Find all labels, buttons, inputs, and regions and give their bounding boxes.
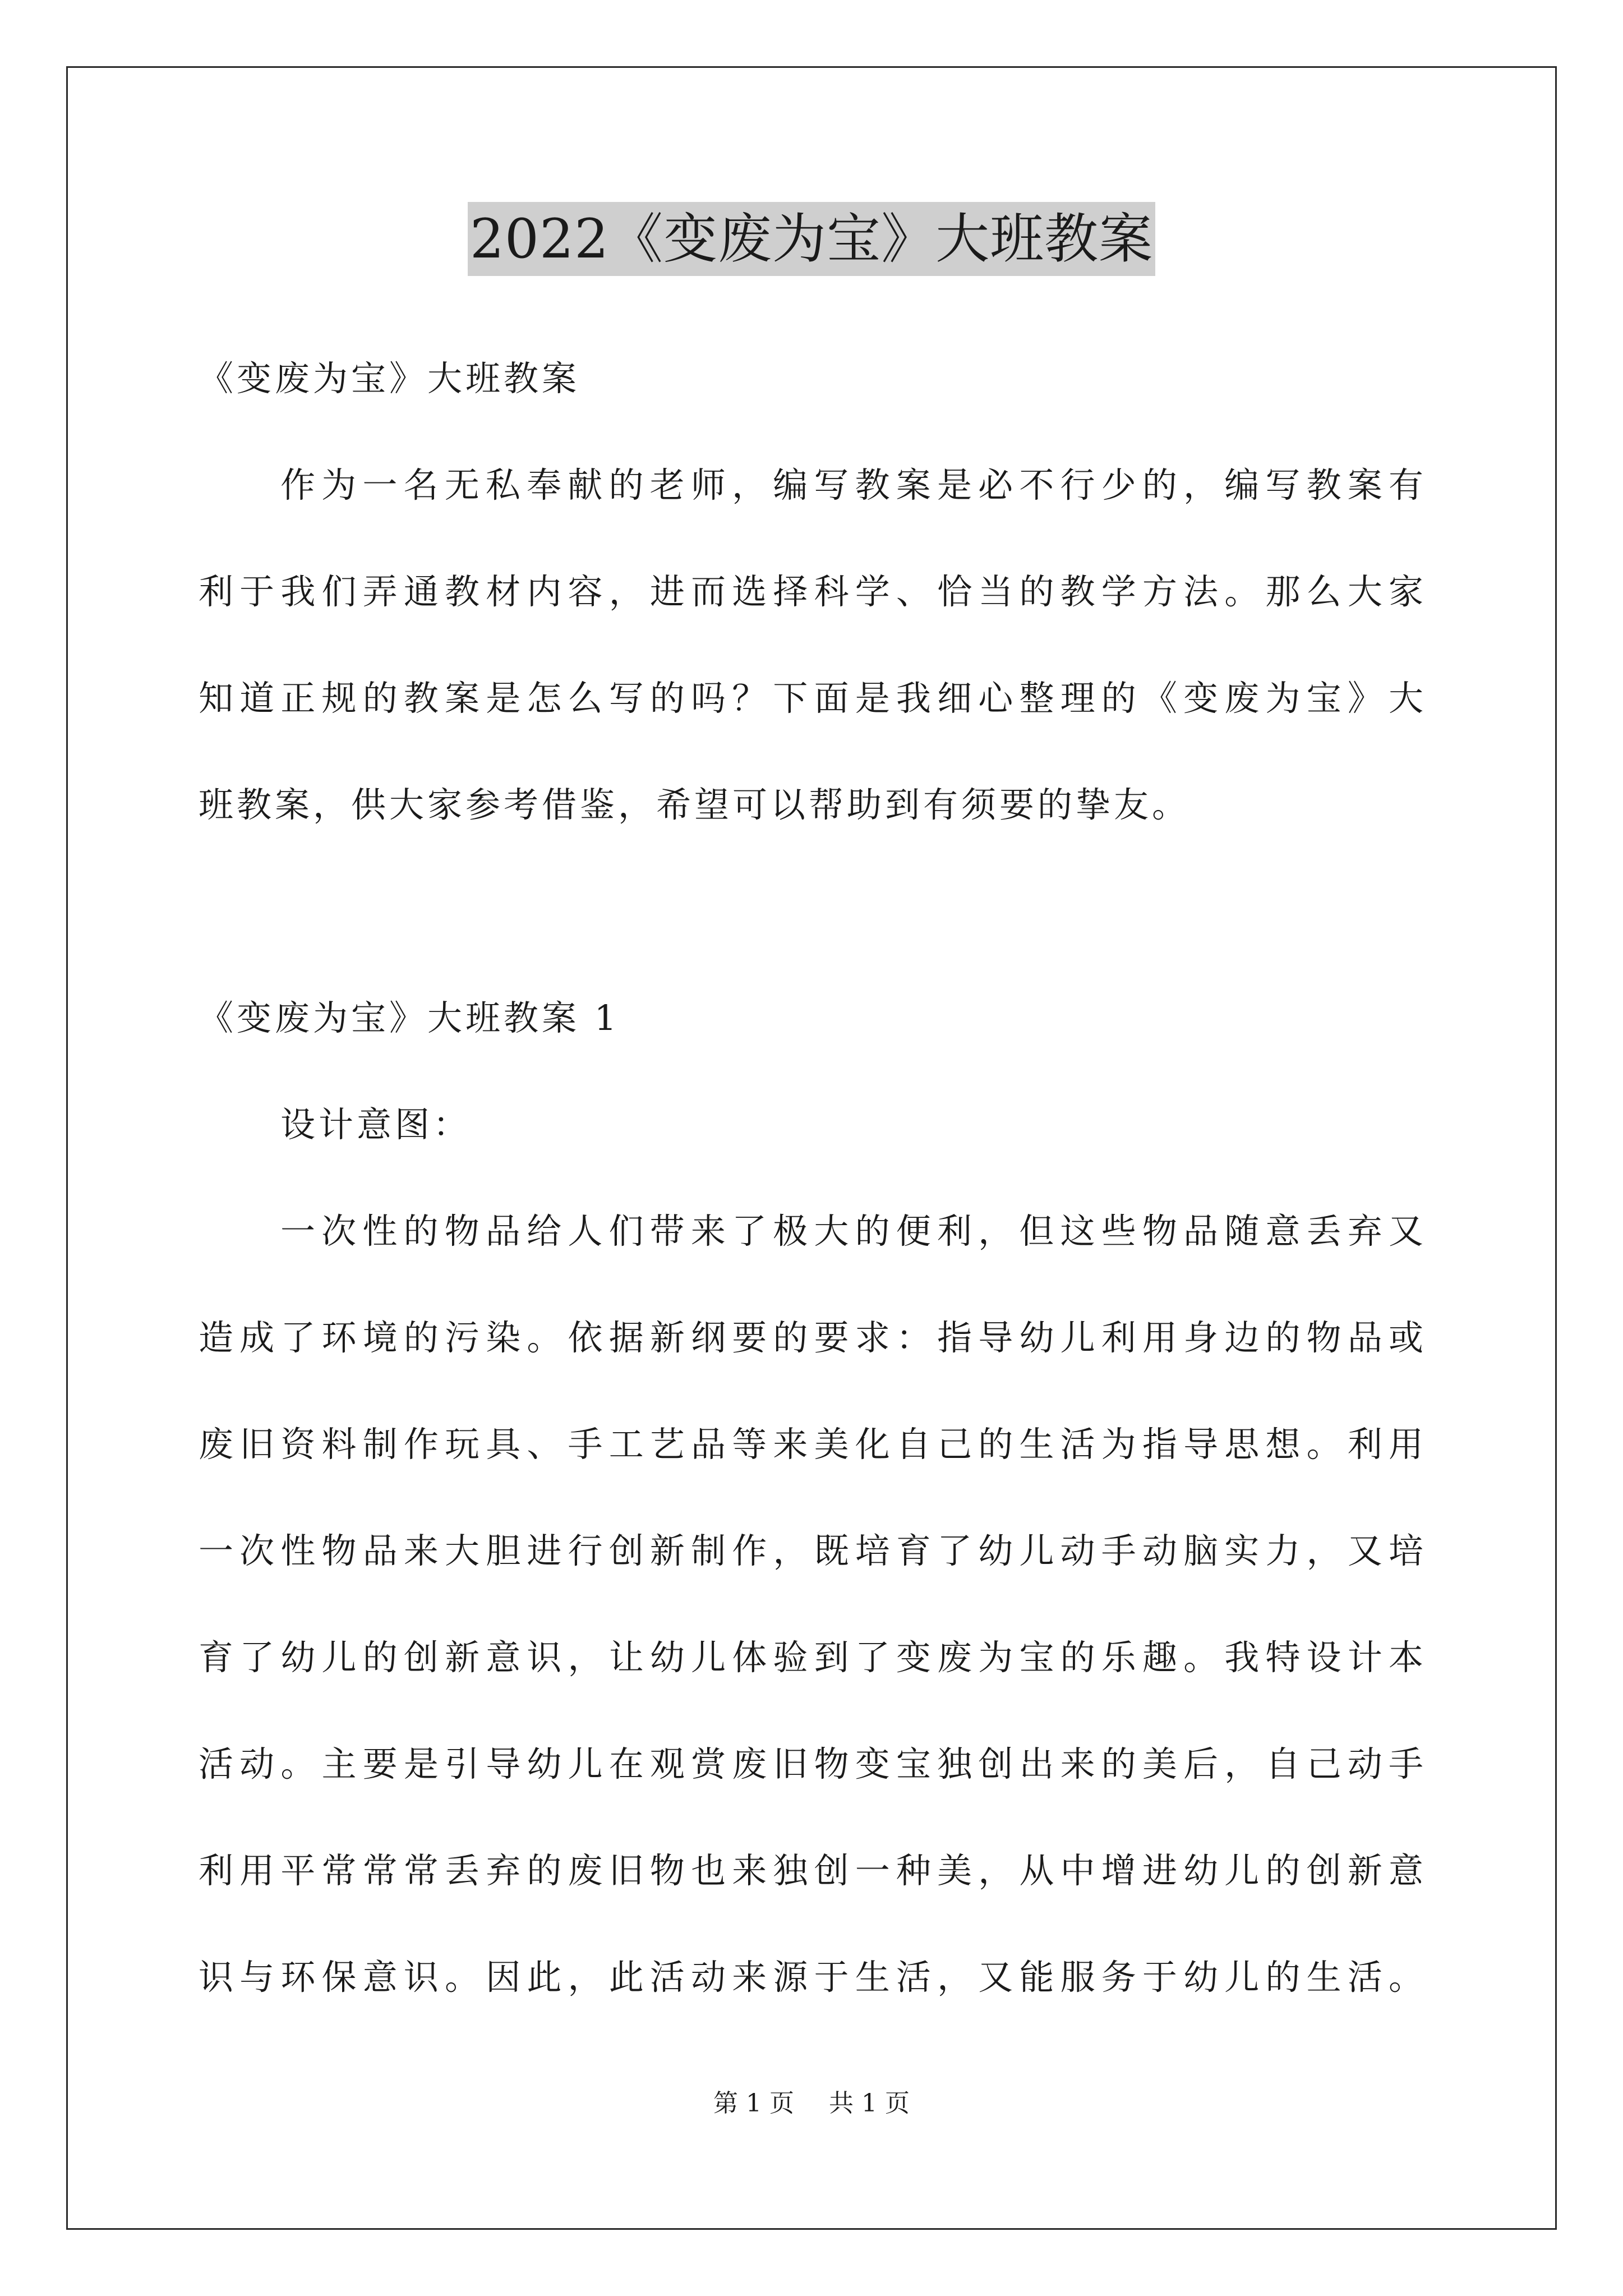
page-footer <box>0 2087 1623 2120</box>
body-line: 造成了环境的污染。依据新纲要的要求：指导幼儿利用身边的物品或 <box>199 1317 1423 1358</box>
section-heading: 《变废为宝》大班教案 1 <box>199 997 620 1038</box>
intro-line: 利于我们弄通教材内容，进而选择科学、恰当的教学方法。那么大家 <box>199 571 1423 612</box>
body-line: 一次性物品来大胆进行创新制作，既培育了幼儿动手动脑实力，又培 <box>199 1530 1423 1571</box>
body-line: 废旧资料制作玩具、手工艺品等来美化自己的生活为指导思想。利用 <box>199 1424 1423 1465</box>
intro-line: 班教案，供大家参考借鉴，希望可以帮助到有须要的挚友。 <box>199 784 1191 825</box>
body-line: 活动。主要是引导幼儿在观赏废旧物变宝独创出来的美后，自己动手 <box>199 1743 1423 1784</box>
document-subtitle: 《变废为宝》大班教案 <box>199 358 580 399</box>
body-line: 一次性的物品给人们带来了极大的便利，但这些物品随意丢弃又 <box>280 1211 1423 1251</box>
title-container <box>0 202 1623 276</box>
body-line: 利用平常常常丢弃的废旧物也来独创一种美，从中增进幼儿的创新意 <box>199 1850 1423 1891</box>
document-title: 2022《变废为宝》大班教案 <box>468 202 1155 276</box>
page-number: 第 1 页 <box>713 2089 794 2118</box>
intro-line: 作为一名无私奉献的老师，编写教案是必不行少的，编写教案有 <box>280 464 1423 505</box>
body-line: 识与环保意识。因此，此活动来源于生活，又能服务于幼儿的生活。 <box>199 1957 1423 1998</box>
body-line: 育了幼儿的创新意识，让幼儿体验到了变废为宝的乐趣。我特设计本 <box>199 1637 1423 1678</box>
page-total: 共 1 页 <box>829 2089 910 2118</box>
design-label: 设计意图： <box>280 1104 472 1145</box>
intro-line: 知道正规的教案是怎么写的吗？下面是我细心整理的《变废为宝》大 <box>199 678 1423 719</box>
